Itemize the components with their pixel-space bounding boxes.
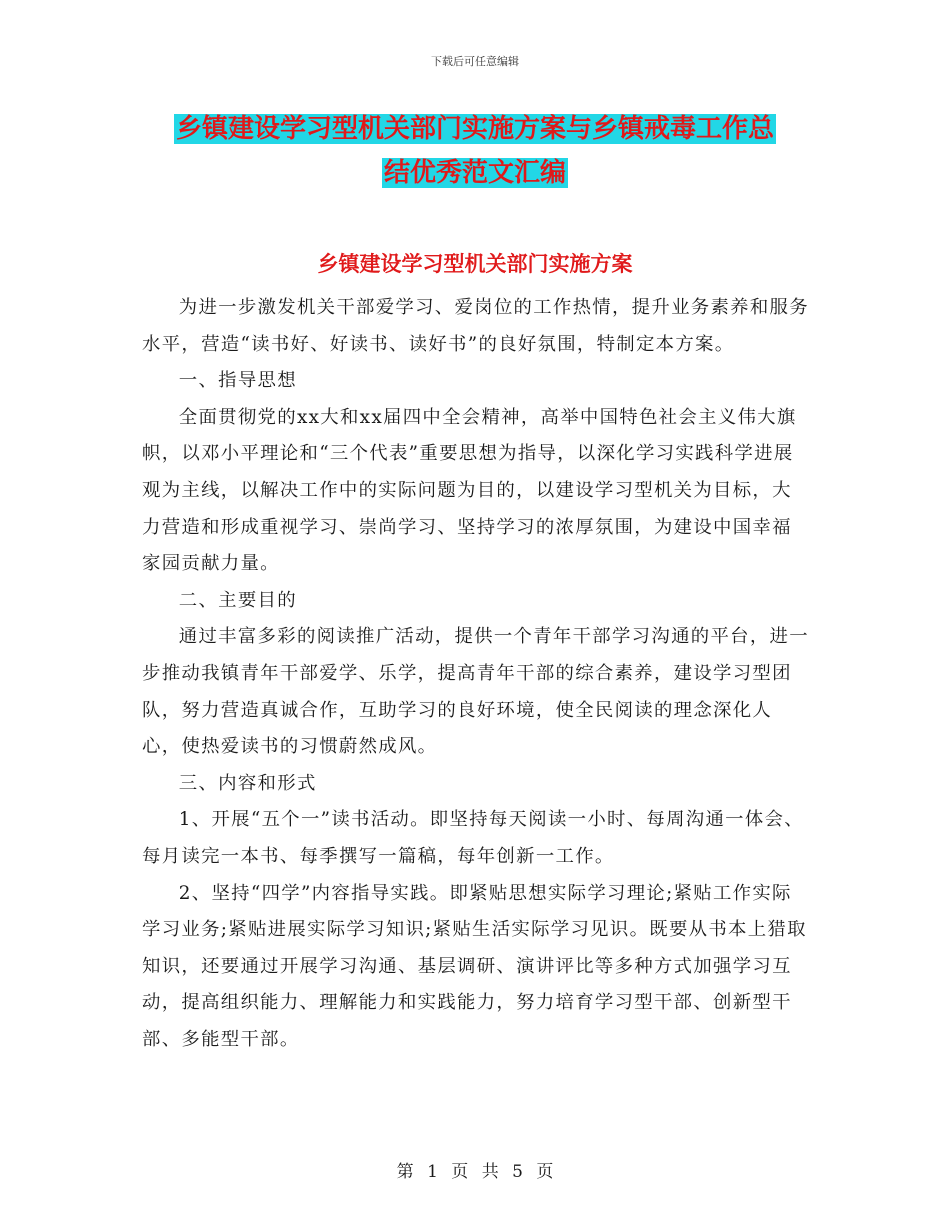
paragraph: 1、开展“五个一”读书活动。即坚持每天阅读一小时、每周沟通一体会、每月读完一本书、每季撰写一篇稿，每年创新一工作。 bbox=[142, 809, 804, 867]
section-title: 乡镇建设学习型机关部门实施方案 bbox=[317, 252, 633, 276]
header-note: 下载后可任意编辑 bbox=[431, 55, 519, 68]
paragraph: 通过丰富多彩的阅读推广活动，提供一个青年干部学习沟通的平台，进一步推动我镇青年干部爱学、乐学，提高青年干部的综合素养，建设学习型团队，努力营造真诚合作，互助学习的良好环境，使全民阅读的理念深化人心，使热爱读书的习惯蔚然成风。 bbox=[142, 626, 809, 758]
body-text bbox=[142, 290, 810, 1058]
heading-guiding-ideology: 一、指导思想 bbox=[178, 370, 297, 392]
heading-content-and-form: 三、内容和形式 bbox=[178, 772, 317, 794]
paragraph: 为进一步激发机关干部爱学习、爱岗位的工作热情，提升业务素养和服务水平，营造“读书好、好读书、读好书”的良好氛围，特制定本方案。 bbox=[142, 297, 809, 355]
title-highlight: 结优秀范文汇编 bbox=[383, 158, 566, 188]
title-highlight: 乡镇建设学习型机关部门实施方案与乡镇戒毒工作总 bbox=[175, 114, 774, 144]
paragraph: 全面贯彻党的xx大和xx届四中全会精神，高举中国特色社会主义伟大旗帜，以邓小平理论和“三个代表”重要思想为指导，以深化学习实践科学进展观为主线，以解决工作中的实际问题为目的，以建设学习型机关为目标，大力营造和形成重视学习、崇尚学习、坚持学习的浓厚氛围，为建设中国幸福家园贡献力量。 bbox=[142, 406, 797, 575]
heading-main-purpose: 二、主要目的 bbox=[178, 589, 297, 611]
page-footer: 第 1 页 共 5 页 bbox=[396, 1162, 554, 1182]
paragraph: 2、坚持“四学”内容指导实践。即紧贴思想实际学习理论;紧贴工作实际学习业务;紧贴进展实际学习知识;紧贴生活实际学习见识。既要从书本上猎取知识，还要通过开展学习沟通、基层调研、演讲评比等多种方式加强学习互动，提高组织能力、理解能力和实践能力，努力培育学习型干部、创新型干部、多能型干部。 bbox=[142, 882, 807, 1050]
document-title-line-1 bbox=[0, 111, 950, 147]
document-title-line-2 bbox=[0, 155, 950, 191]
